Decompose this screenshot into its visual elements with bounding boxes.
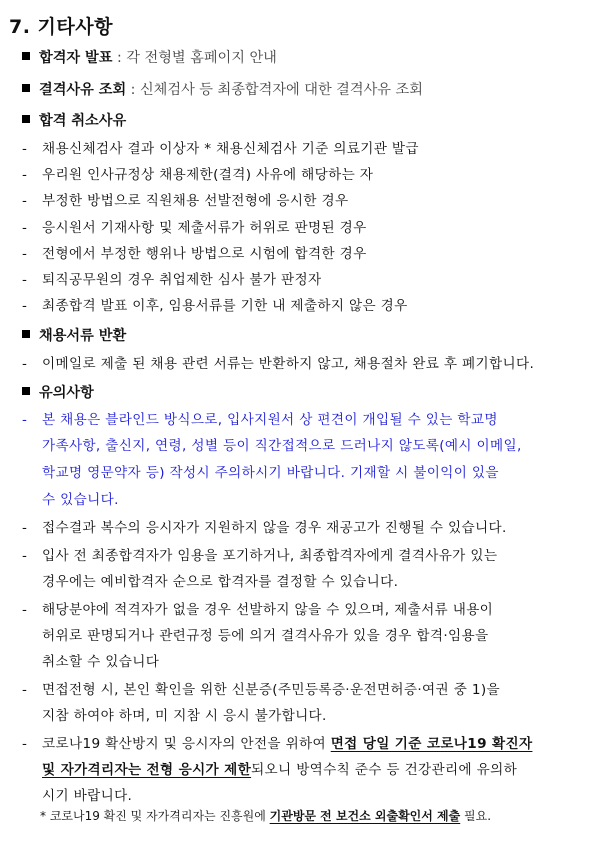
square-bullet-icon xyxy=(22,84,30,92)
notes-label: 유의사항 xyxy=(39,385,94,401)
id-check-line: - 면접전형 시, 본인 확인을 위한 신분증(주민등록증·운전면허증·여권 중 1)을 xyxy=(22,682,500,698)
cancel-bullet xyxy=(22,110,126,130)
disqual-bullet xyxy=(22,79,423,99)
forfeit-line: - 입사 전 최종합격자가 임용을 포기하거나, 최종합격자에게 결격사유가 있는 xyxy=(22,548,498,564)
cancel-label: 합격 취소사유 xyxy=(39,113,127,129)
square-bullet-icon xyxy=(22,115,30,123)
cancel-item: - 전형에서 부정한 행위나 방법으로 시험에 합격한 경우 xyxy=(22,246,367,262)
footnote-emphasis: 기관방문 전 보건소 외출확인서 제출 xyxy=(269,809,461,823)
reannounce-text: - 접수결과 복수의 응시자가 지원하지 않을 경우 재공고가 진행될 수 있습니다. xyxy=(22,520,507,536)
blind-notice-line: 가족사항, 출신지, 연령, 성별 등이 직간접적으로 드러나지 않도록(예시 이메일, xyxy=(42,438,522,454)
blind-notice-line: - 본 채용은 블라인드 방식으로, 입사지원서 상 편견이 개입될 수 있는 학교명 xyxy=(22,412,498,428)
forfeit-line: 경우에는 예비합격자 순으로 합격자를 결정할 수 있습니다. xyxy=(42,574,399,590)
blind-notice-line: 수 있습니다. xyxy=(42,492,119,508)
no-candidate-line: 취소할 수 있습니다 xyxy=(42,654,160,670)
section-title: 7. 기타사항 xyxy=(9,16,113,38)
announce-text: : 각 전형별 홈페이지 안내 xyxy=(112,50,277,66)
covid-restriction-emphasis: 면접 당일 기준 코로나19 확진자 xyxy=(330,736,533,752)
no-candidate-line: 허위로 판명되거나 관련규정 등에 의거 결격사유가 있을 경우 합격·임용을 xyxy=(42,628,489,644)
disqual-label: 결격사유 조회 xyxy=(39,82,127,98)
return-docs-bullet xyxy=(22,325,126,345)
covid-line: 시기 바랍니다. xyxy=(42,788,133,804)
covid-line: - 코로나19 확산방지 및 응시자의 안전을 위하여 면접 당일 기준 코로나19 확진자 xyxy=(22,736,533,752)
covid-restriction-emphasis: 및 자가격리자는 전형 응시가 제한 xyxy=(42,762,252,778)
notes-bullet xyxy=(22,382,94,402)
id-check-line: 지참 하여야 하며, 미 지참 시 응시 불가합니다. xyxy=(42,708,327,724)
cancel-item: - 채용신체검사 결과 이상자 * 채용신체검사 기준 의료기관 발급 xyxy=(22,141,419,157)
cancel-item: - 응시원서 기재사항 및 제출서류가 허위로 판명된 경우 xyxy=(22,220,367,236)
footnote: * 코로나19 확진 및 자가격리자는 진흥원에 기관방문 전 보건소 외출확인서 제출 필요. xyxy=(40,809,492,823)
announce-bullet xyxy=(22,47,277,67)
cancel-item: - 우리원 인사규정상 채용제한(결격) 사유에 해당하는 자 xyxy=(22,167,374,183)
announce-label: 합격자 발표 xyxy=(39,50,113,66)
square-bullet-icon xyxy=(22,387,30,395)
return-docs-text: - 이메일로 제출 된 채용 관련 서류는 반환하지 않고, 채용절차 완료 후 폐기합니다. xyxy=(22,356,535,372)
cancel-item: - 최종합격 발표 이후, 임용서류를 기한 내 제출하지 않은 경우 xyxy=(22,298,408,314)
return-docs-label: 채용서류 반환 xyxy=(39,328,127,344)
no-candidate-line: - 해당분야에 적격자가 없을 경우 선발하지 않을 수 있으며, 제출서류 내용이 xyxy=(22,602,494,618)
square-bullet-icon xyxy=(22,330,30,338)
square-bullet-icon xyxy=(22,52,30,60)
cancel-item: - 부정한 방법으로 직원채용 선발전형에 응시한 경우 xyxy=(22,193,349,209)
disqual-text: : 신체검사 등 최종합격자에 대한 결격사유 조회 xyxy=(126,82,423,98)
blind-notice-line: 학교명 영문약자 등) 작성시 주의하시기 바랍니다. 기재할 시 불이익이 있을 xyxy=(42,465,499,481)
cancel-item: - 퇴직공무원의 경우 취업제한 심사 불가 판정자 xyxy=(22,272,322,288)
covid-line: 및 자가격리자는 전형 응시가 제한되오니 방역수칙 준수 등 건강관리에 유의하 xyxy=(42,762,518,778)
